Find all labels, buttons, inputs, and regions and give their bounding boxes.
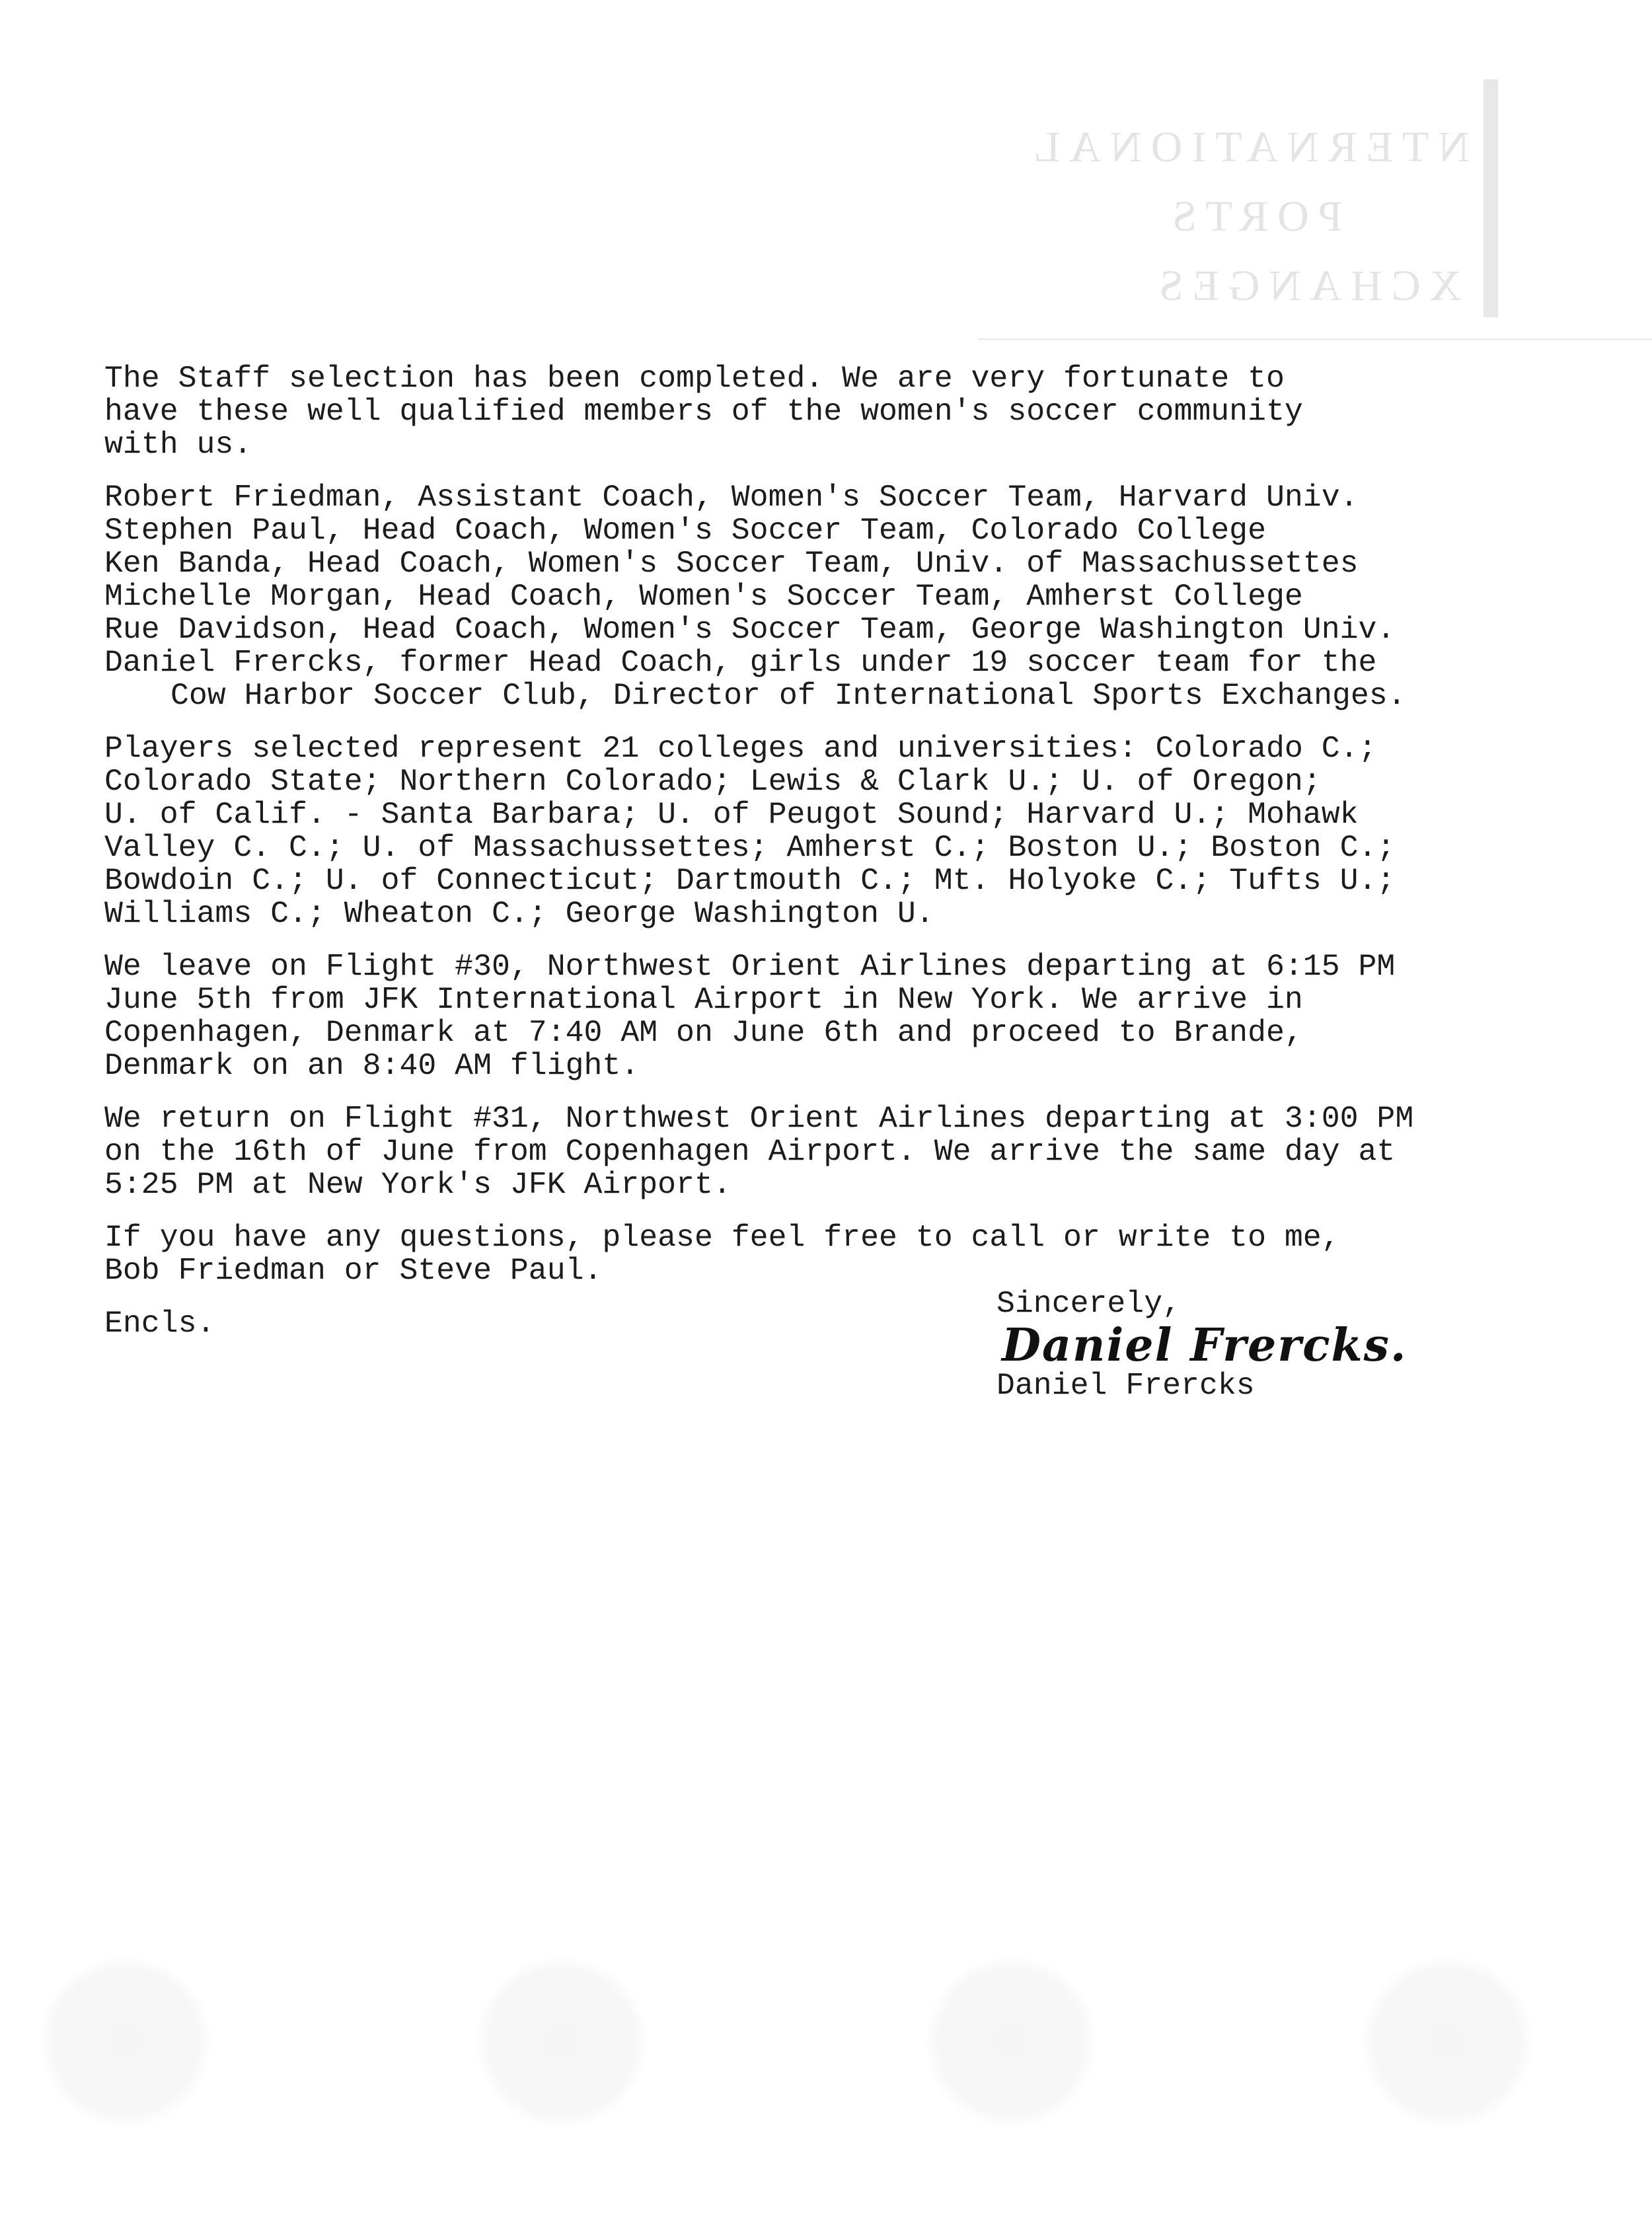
letterhead-showthrough: PORTS <box>1163 192 1343 241</box>
text-line: U. of Calif. - Santa Barbara; U. of Peugot Sound; Harvard U.; Mohawk <box>104 797 1359 832</box>
return-paragraph <box>104 1102 1558 1201</box>
text-line: June 5th from JFK International Airport in New York. We arrive in <box>104 982 1303 1017</box>
signer-name: Daniel Frercks <box>996 1368 1255 1403</box>
letterhead-logo-showthrough <box>1483 79 1530 317</box>
staff-member: Daniel Frercks, former Head Coach, girls under 19 soccer team for the <box>104 645 1377 680</box>
text-line: Players selected represent 21 colleges and universities: Colorado C.; <box>104 731 1377 766</box>
staff-member: Michelle Morgan, Head Coach, Women's Soccer Team, Amherst College <box>104 579 1303 614</box>
departure-paragraph <box>104 950 1558 1082</box>
text-line: Denmark on an 8:40 AM flight. <box>104 1048 640 1083</box>
seal-showthrough <box>476 1956 648 2128</box>
text-line: on the 16th of June from Copenhagen Airport. We arrive the same day at <box>104 1134 1396 1169</box>
text-line: Bob Friedman or Steve Paul. <box>104 1253 603 1288</box>
staff-member-continued: Cow Harbor Soccer Club, Director of International Sports Exchanges. <box>170 678 1406 713</box>
letterhead-rule <box>978 338 1652 340</box>
staff-member: Rue Davidson, Head Coach, Women's Soccer Team, George Washington Univ. <box>104 612 1396 647</box>
seal-showthrough <box>925 1956 1097 2128</box>
text-line: have these well qualified members of the women's soccer community <box>104 394 1303 429</box>
staff-member: Stephen Paul, Head Coach, Women's Soccer Team, Colorado College <box>104 513 1266 548</box>
text-line: Williams C.; Wheaton C.; George Washington U. <box>104 896 934 931</box>
staff-intro-paragraph <box>104 362 1558 461</box>
text-line: Bowdoin C.; U. of Connecticut; Dartmouth C.; Mt. Holyoke C.; Tufts U.; <box>104 863 1396 898</box>
staff-list <box>104 481 1558 712</box>
players-paragraph <box>104 732 1558 930</box>
questions-paragraph <box>104 1221 1558 1287</box>
seal-showthrough <box>1361 1956 1533 2128</box>
letter-body <box>104 362 1558 1439</box>
letterhead-showthrough: XCHANGES <box>1150 262 1462 310</box>
closing-salutation: Sincerely, <box>996 1286 1182 1321</box>
handwritten-signature: Daniel Frercks. <box>1002 1319 1408 1372</box>
text-line: Valley C. C.; U. of Massachussettes; Amherst C.; Boston U.; Boston C.; <box>104 830 1396 865</box>
seal-showthrough <box>40 1956 211 2128</box>
text-line: We leave on Flight #30, Northwest Orient Airlines departing at 6:15 PM <box>104 949 1396 984</box>
text-line: If you have any questions, please feel free to call or write to me, <box>104 1220 1340 1255</box>
enclosure-note: Encls. <box>104 1306 215 1341</box>
text-line: 5:25 PM at New York's JFK Airport. <box>104 1167 732 1202</box>
letterhead-showthrough: NTERNATIONAL <box>1024 123 1470 171</box>
text-line: Copenhagen, Denmark at 7:40 AM on June 6th and proceed to Brande, <box>104 1015 1303 1050</box>
text-line: Colorado State; Northern Colorado; Lewis & Clark U.; U. of Oregon; <box>104 764 1322 799</box>
text-line: The Staff selection has been completed. We are very fortunate to <box>104 361 1285 396</box>
staff-member: Ken Banda, Head Coach, Women's Soccer Team, Univ. of Massachussettes <box>104 546 1359 581</box>
text-line: with us. <box>104 427 252 462</box>
text-line: We return on Flight #31, Northwest Orient Airlines departing at 3:00 PM <box>104 1101 1414 1136</box>
signature-block <box>996 1287 1408 1402</box>
staff-member: Robert Friedman, Assistant Coach, Women's Soccer Team, Harvard Univ. <box>104 480 1359 515</box>
closing-row <box>104 1286 1558 1439</box>
